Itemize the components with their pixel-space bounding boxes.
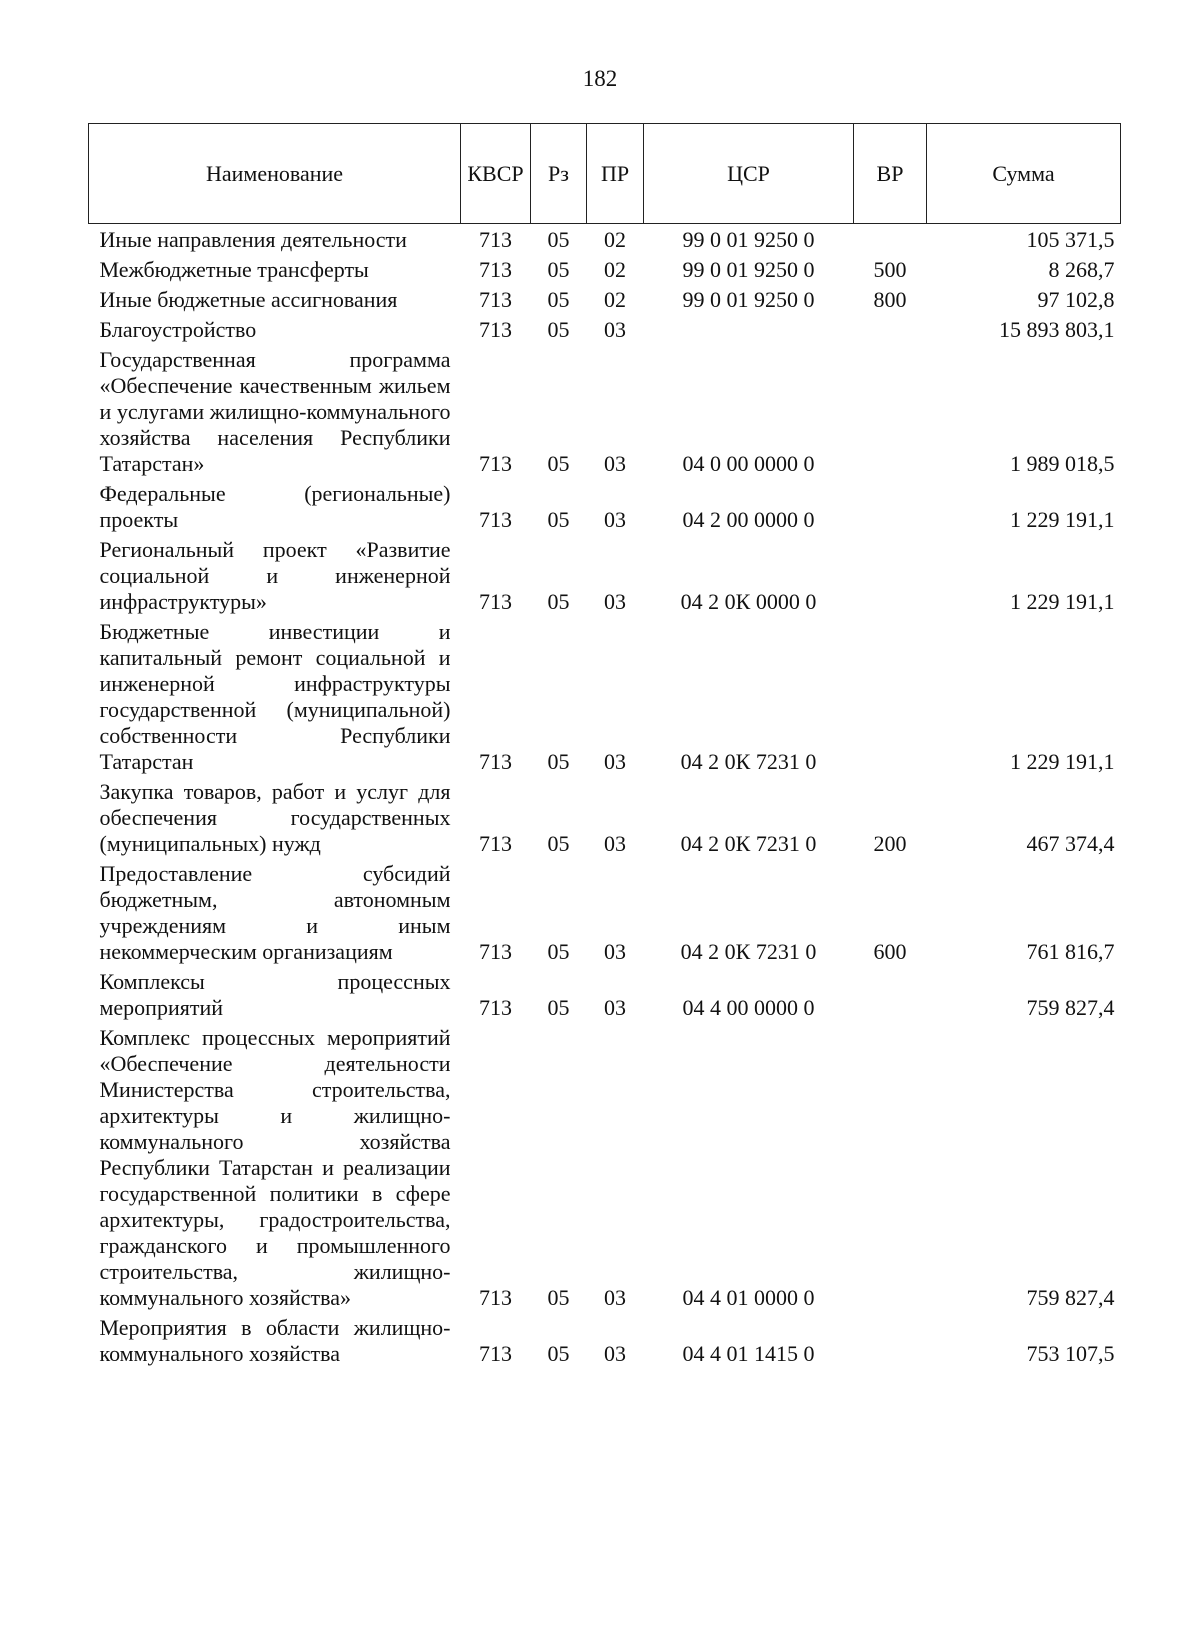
cell-sum: 105 371,5 xyxy=(1026,227,1115,252)
cell-pr: 03 xyxy=(604,995,626,1020)
cell-kvsr: 713 xyxy=(479,939,512,964)
cell-name: Комплекс процессных мероприятий «Обеспечение деятельности Министерства строительства, архитектуры и жилищно-коммунального хозяйства Республики Татарстан и реализации государственной политики в сфере архитектуры, градостроительства, гражданского и промышленного строительства, жилищно-коммунального хозяйства» xyxy=(99,1025,451,1310)
cell-sum: 759 827,4 xyxy=(1026,1285,1115,1310)
header-vr: ВР xyxy=(854,124,927,224)
cell-rz: 05 xyxy=(547,589,570,614)
cell-vr xyxy=(854,535,927,617)
header-csr: ЦСР xyxy=(644,124,854,224)
cell-rz: 05 xyxy=(547,287,570,312)
cell-kvsr: 713 xyxy=(479,287,512,312)
cell-kvsr: 713 xyxy=(479,451,512,476)
cell-vr xyxy=(854,1313,927,1369)
cell-pr: 02 xyxy=(604,257,626,282)
cell-pr: 03 xyxy=(604,589,626,614)
cell-kvsr: 713 xyxy=(479,227,512,252)
table-row xyxy=(89,315,1121,345)
cell-vr xyxy=(854,1023,927,1313)
cell-csr: 99 0 01 9250 0 xyxy=(682,257,815,282)
table-row xyxy=(89,535,1121,617)
cell-kvsr: 713 xyxy=(479,257,512,282)
table-row xyxy=(89,224,1121,256)
cell-csr: 04 4 00 0000 0 xyxy=(682,995,815,1020)
header-rz: Рз xyxy=(531,124,587,224)
cell-kvsr: 713 xyxy=(479,317,512,342)
header-kvsr: КВСР xyxy=(461,124,531,224)
cell-sum: 1 229 191,1 xyxy=(1010,589,1115,614)
cell-pr: 02 xyxy=(604,227,626,252)
cell-pr: 02 xyxy=(604,287,626,312)
budget-table xyxy=(88,123,1121,1369)
cell-pr: 03 xyxy=(604,831,626,856)
cell-vr xyxy=(854,967,927,1023)
cell-csr: 04 2 0К 7231 0 xyxy=(680,831,817,856)
cell-csr: 99 0 01 9250 0 xyxy=(682,287,815,312)
cell-rz: 05 xyxy=(547,257,570,282)
cell-rz: 05 xyxy=(547,227,570,252)
cell-pr: 03 xyxy=(604,749,626,774)
page-number: 182 xyxy=(582,66,618,91)
cell-vr xyxy=(854,345,927,479)
table-row xyxy=(89,1313,1121,1369)
cell-kvsr: 713 xyxy=(479,749,512,774)
cell-rz: 05 xyxy=(547,995,570,1020)
cell-kvsr: 713 xyxy=(479,1341,512,1366)
cell-name: Закупка товаров, работ и услуг для обеспечения государственных (муниципальных) нужд xyxy=(99,779,451,856)
cell-pr: 03 xyxy=(604,451,626,476)
cell-csr: 04 2 0К 7231 0 xyxy=(680,939,817,964)
cell-name: Государственная программа «Обеспечение качественным жильем и услугами жилищно-коммунального хозяйства населения Республики Татарстан» xyxy=(99,347,451,476)
cell-sum: 15 893 803,1 xyxy=(999,317,1115,342)
cell-csr xyxy=(644,315,854,345)
table-row xyxy=(89,285,1121,315)
cell-vr xyxy=(854,315,927,345)
cell-vr xyxy=(854,479,927,535)
cell-vr: 800 xyxy=(873,287,907,312)
cell-sum: 753 107,5 xyxy=(1026,1341,1115,1366)
cell-sum: 1 229 191,1 xyxy=(1010,749,1115,774)
table-header xyxy=(89,124,1121,224)
cell-name: Региональный проект «Развитие социальной и инженерной инфраструктуры» xyxy=(99,537,451,614)
cell-rz: 05 xyxy=(547,1341,570,1366)
cell-sum: 1 229 191,1 xyxy=(1010,507,1115,532)
cell-pr: 03 xyxy=(604,1285,626,1310)
cell-kvsr: 713 xyxy=(479,995,512,1020)
cell-vr: 600 xyxy=(873,939,907,964)
cell-sum: 97 102,8 xyxy=(1037,287,1115,312)
cell-sum: 761 816,7 xyxy=(1026,939,1115,964)
cell-kvsr: 713 xyxy=(479,507,512,532)
table-body xyxy=(89,224,1121,1370)
cell-pr: 03 xyxy=(604,507,626,532)
cell-name: Комплексы процессных мероприятий xyxy=(99,969,451,1020)
cell-pr: 03 xyxy=(604,1341,626,1366)
cell-sum: 467 374,4 xyxy=(1026,831,1115,856)
table-row xyxy=(89,859,1121,967)
cell-csr: 04 0 00 0000 0 xyxy=(682,451,815,476)
cell-name: Предоставление субсидий бюджетным, автономным учреждениям и иным некоммерческим организациям xyxy=(99,861,451,964)
header-sum: Сумма xyxy=(927,124,1121,224)
cell-vr: 200 xyxy=(873,831,907,856)
cell-csr: 04 2 00 0000 0 xyxy=(682,507,815,532)
cell-sum: 1 989 018,5 xyxy=(1010,451,1115,476)
cell-name: Бюджетные инвестиции и капитальный ремонт социальной и инженерной инфраструктуры государственной (муниципальной) собственности Республики Татарстан xyxy=(99,619,451,774)
cell-csr: 04 4 01 0000 0 xyxy=(682,1285,815,1310)
table-row xyxy=(89,255,1121,285)
header-name: Наименование xyxy=(89,124,461,224)
cell-csr: 04 2 0К 0000 0 xyxy=(680,589,817,614)
cell-csr: 04 4 01 1415 0 xyxy=(682,1341,815,1366)
cell-pr: 03 xyxy=(604,317,626,342)
cell-rz: 05 xyxy=(547,831,570,856)
cell-name: Федеральные (региональные) проекты xyxy=(99,481,451,532)
table-row xyxy=(89,967,1121,1023)
cell-rz: 05 xyxy=(547,939,570,964)
table-row xyxy=(89,345,1121,479)
cell-kvsr: 713 xyxy=(479,831,512,856)
cell-vr xyxy=(854,617,927,777)
table-row xyxy=(89,777,1121,859)
header-pr: ПР xyxy=(587,124,644,224)
cell-vr xyxy=(854,224,927,256)
cell-kvsr: 713 xyxy=(479,1285,512,1310)
cell-rz: 05 xyxy=(547,1285,570,1310)
cell-name: Иные направления деятельности xyxy=(99,227,407,252)
cell-csr: 99 0 01 9250 0 xyxy=(682,227,815,252)
cell-rz: 05 xyxy=(547,317,570,342)
cell-kvsr: 713 xyxy=(479,589,512,614)
cell-name: Межбюджетные трансферты xyxy=(99,257,369,282)
cell-name: Мероприятия в области жилищно-коммунального хозяйства xyxy=(99,1315,451,1366)
table-row xyxy=(89,1023,1121,1313)
cell-name: Благоустройство xyxy=(99,317,257,342)
cell-pr: 03 xyxy=(604,939,626,964)
cell-csr: 04 2 0К 7231 0 xyxy=(680,749,817,774)
cell-rz: 05 xyxy=(547,451,570,476)
cell-sum: 759 827,4 xyxy=(1026,995,1115,1020)
cell-name: Иные бюджетные ассигнования xyxy=(99,287,398,312)
cell-rz: 05 xyxy=(547,749,570,774)
cell-rz: 05 xyxy=(547,507,570,532)
table-row xyxy=(89,617,1121,777)
cell-vr: 500 xyxy=(873,257,907,282)
cell-sum: 8 268,7 xyxy=(1048,257,1115,282)
table-row xyxy=(89,479,1121,535)
